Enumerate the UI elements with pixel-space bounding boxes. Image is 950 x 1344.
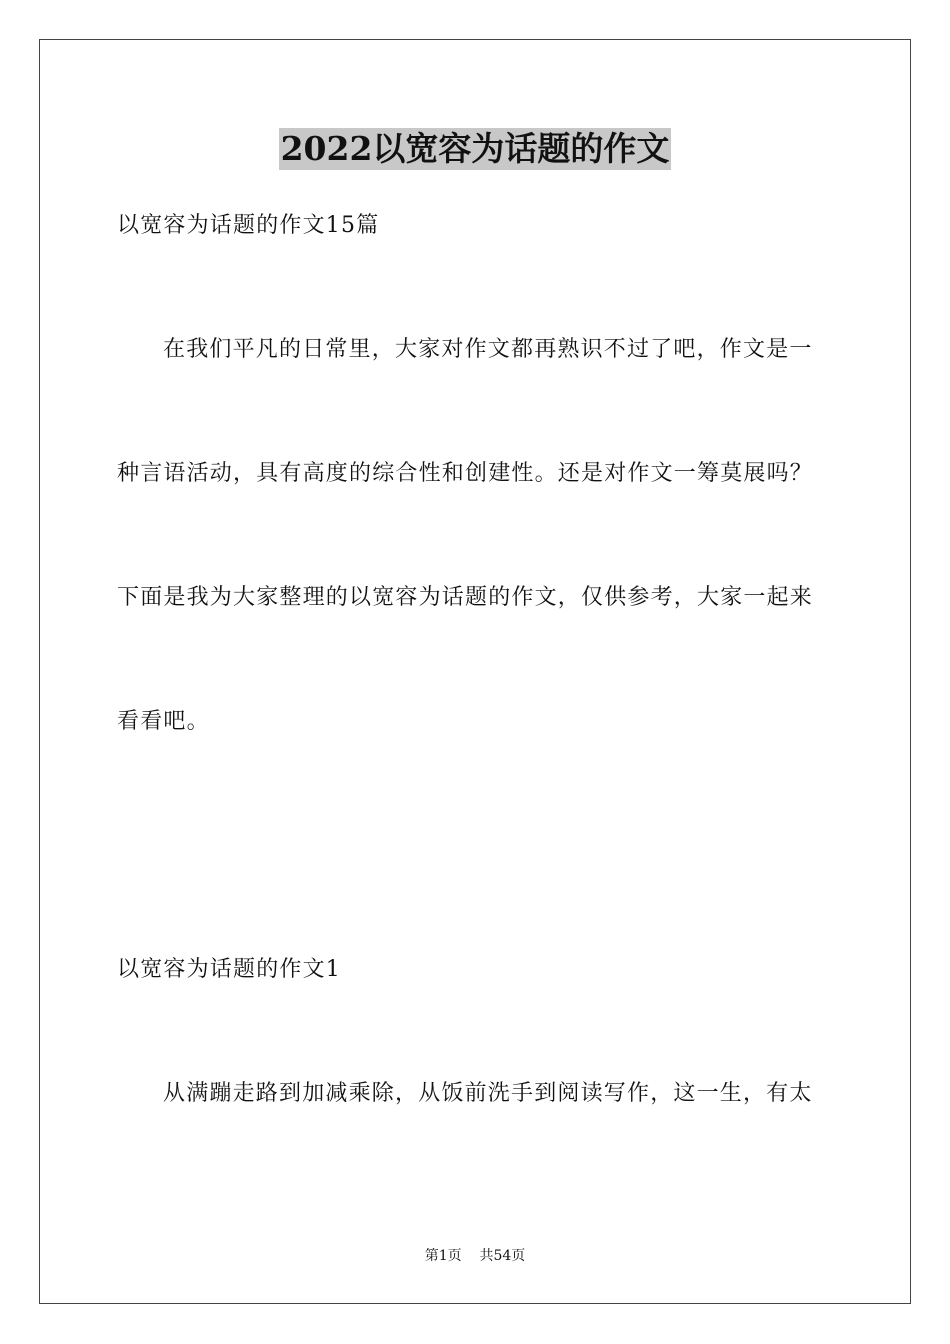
intro-line-2: 种言语活动，具有高度的综合性和创建性。还是对作文一筹莫展吗？ [117,461,814,486]
intro-line-1: 在我们平凡的日常里，大家对作文都再熟识不过了吧，作文是一 [163,337,813,362]
intro-line-3: 下面是我为大家整理的以宽容为话题的作文，仅供参考，大家一起来 [117,585,814,610]
section-heading: 以宽容为话题的作文1 [117,957,341,982]
page-footer [0,1247,950,1265]
page-number: 第1页 [424,1248,462,1264]
page-total: 共54页 [479,1248,526,1264]
title-block [0,128,950,170]
document-title: 2022以宽容为话题的作文 [280,129,670,168]
section-line-1: 从满蹦走路到加减乘除，从饭前洗手到阅读写作，这一生，有太 [163,1081,813,1106]
document-subtitle: 以宽容为话题的作文15篇 [117,213,380,238]
intro-line-4: 看看吧。 [117,709,210,734]
